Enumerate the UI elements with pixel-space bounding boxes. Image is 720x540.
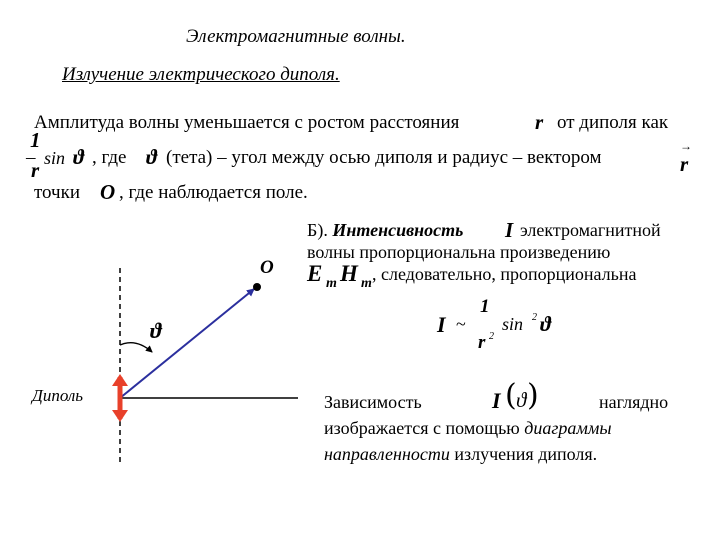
o-symbol: O (100, 180, 116, 204)
intro-line-1-end: от диполя как (557, 112, 669, 133)
angle-label: ϑ (150, 318, 162, 343)
dependency-line-3-end: излучения диполя. (454, 444, 598, 464)
vector-arrow: → (680, 139, 692, 153)
intensity-line-1-end: электромагнитной (520, 220, 661, 240)
angle-arc (120, 343, 152, 352)
intro-line-3-end: , где наблюдается поле. (119, 182, 308, 203)
dipole-arrow-up (112, 374, 128, 386)
r-vector-symbol: r (680, 152, 689, 176)
intro-line-2-end: (тета) – угол между осью диполя и радиус – вектором (166, 147, 602, 168)
intensity-line-3-end: , следовательно, пропорциональна (372, 264, 637, 284)
dependency-line-3-em: направленности (324, 444, 450, 464)
page-title: Электромагнитные волны. (186, 26, 406, 47)
r-symbol: r (535, 110, 544, 134)
point-label: O (260, 257, 274, 278)
intro-text-1: Амплитуда волны уменьшается с ростом расстояния (34, 112, 460, 133)
left-paren: ( (505, 378, 517, 413)
formula-theta: ϑ (540, 312, 552, 336)
intensity-word: Интенсивность (332, 220, 464, 240)
section-subtitle: Излучение электрического диполя. (62, 64, 340, 85)
dependency-theta: ϑ (516, 388, 527, 412)
e-subscript: m (326, 276, 337, 291)
fraction-denominator: r (31, 158, 40, 182)
dependency-word: Зависимость (324, 392, 422, 412)
section-prefix: Б). (307, 220, 328, 240)
theta-symbol-2: ϑ (146, 145, 158, 169)
intro-line-2-mid: , где (92, 147, 127, 168)
intro-line-3-start: точки (34, 182, 81, 203)
intensity-symbol: I (505, 218, 514, 242)
dependency-line-2-em: диаграммы (524, 418, 612, 438)
formula-sin-exponent: 2 (532, 312, 537, 323)
h-subscript: m (361, 276, 372, 291)
formula-i: I (437, 312, 446, 337)
sin-text: sin (44, 148, 66, 168)
intensity-line-2: волны пропорциональна произведению (307, 242, 611, 262)
dependency-func: I (492, 388, 501, 413)
e-symbol: E (307, 261, 323, 286)
h-symbol: H (340, 261, 358, 286)
fraction-numerator: 1 (30, 128, 41, 152)
formula-sin: sin (502, 314, 524, 334)
dependency-line-2-start: изображается с помощью (324, 418, 520, 438)
dipole-label: Диполь (32, 386, 84, 405)
dipole-arrow-down (112, 410, 128, 422)
formula-denominator: r (478, 332, 486, 353)
dependency-word-2: наглядно (599, 392, 669, 412)
dash: – (26, 147, 36, 168)
formula-sim: ~ (456, 314, 466, 334)
right-paren: ) (527, 378, 539, 413)
formula-den-exponent: 2 (489, 331, 494, 342)
radius-vector (120, 289, 254, 398)
theta-symbol: ϑ (73, 145, 85, 169)
observation-point (253, 283, 261, 291)
formula-numerator: 1 (480, 296, 490, 317)
